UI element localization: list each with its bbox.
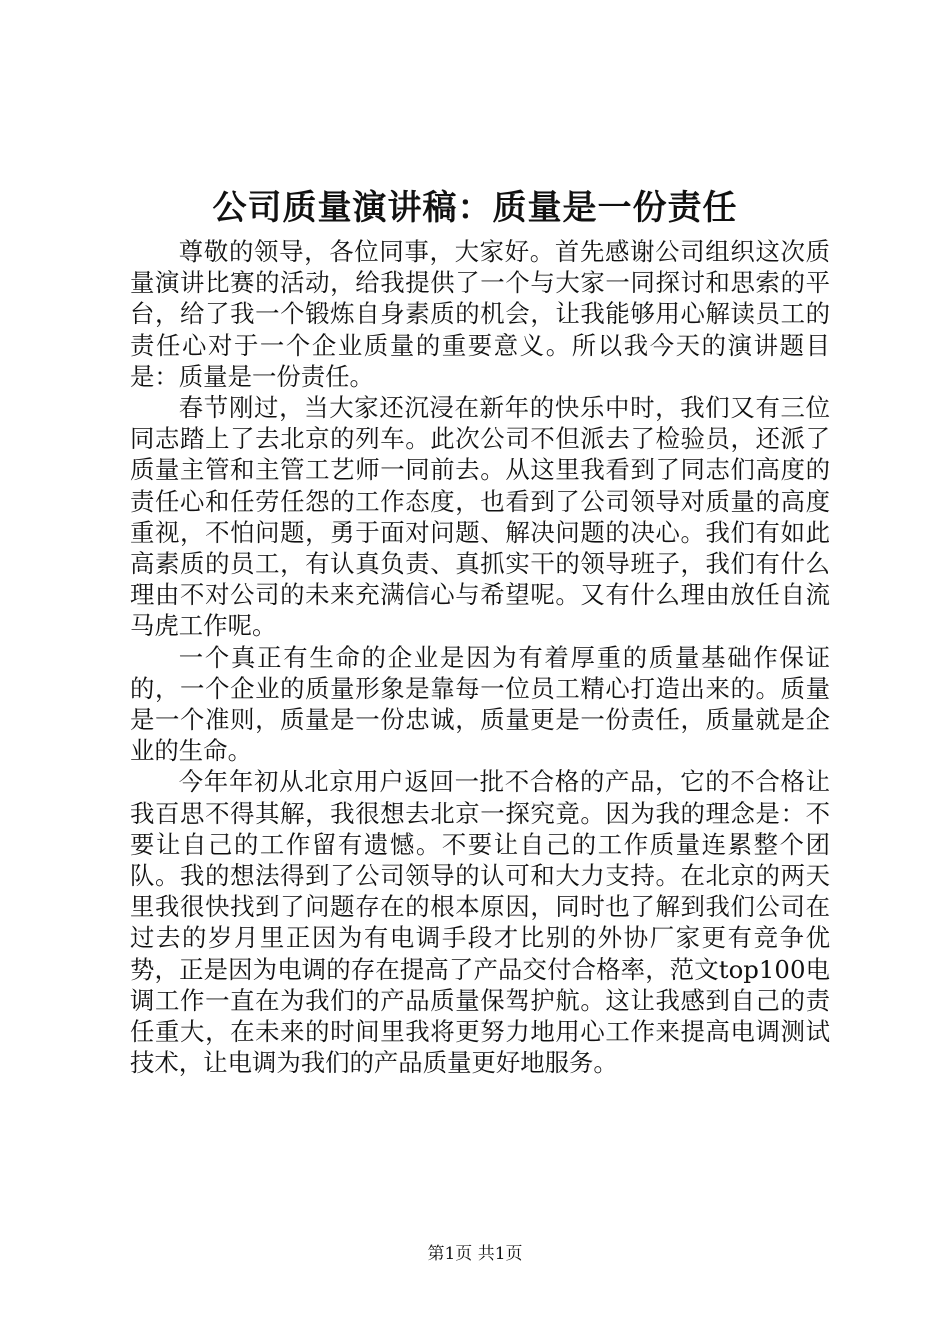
document-body bbox=[130, 236, 830, 1078]
paragraph: 一个真正有生命的企业是因为有着厚重的质量基础作保证的，一个企业的质量形象是靠每一位员工精心打造出来的。质量是一个准则，质量是一份忠诚，质量更是一份责任，质量就是企业的生命。 bbox=[130, 642, 830, 766]
paragraph: 春节刚过，当大家还沉浸在新年的快乐中时，我们又有三位同志踏上了去北京的列车。此次公司不但派去了检验员，还派了质量主管和主管工艺师一同前去。从这里我看到了同志们高度的责任心和任劳任怨的工作态度，也看到了公司领导对质量的高度重视，不怕问题，勇于面对问题、解决问题的决心。我们有如此高素质的员工，有认真负责、真抓实干的领导班子，我们有什么理由不对公司的未来充满信心与希望呢。又有什么理由放任自流马虎工作呢。 bbox=[130, 393, 830, 641]
paragraph: 尊敬的领导，各位同事，大家好。首先感谢公司组织这次质量演讲比赛的活动，给我提供了一个与大家一同探讨和思索的平台，给了我一个锻炼自身素质的机会，让我能够用心解读员工的责任心对于一个企业质量的重要意义。所以我今天的演讲题目是：质量是一份责任。 bbox=[130, 237, 830, 391]
paragraph: 今年年初从北京用户返回一批不合格的产品，它的不合格让我百思不得其解，我很想去北京一探究竟。因为我的理念是：不要让自己的工作留有遗憾。不要让自己的工作质量连累整个团队。我的想法得到了公司领导的认可和大力支持。在北京的两天里我很快找到了问题存在的根本原因，同时也了解到我们公司在过去的岁月里正因为有电调手段才比别的外协厂家更有竞争优势，正是因为电调的存在提高了产品交付合格率，范文top100电调工作一直在为我们的产品质量保驾护航。这让我感到自己的责任重大，在未来的时间里我将更努力地用心工作来提高电调测试技术，让电调为我们的产品质量更好地服务。 bbox=[130, 767, 830, 1078]
page-footer: 第1页 共1页 bbox=[427, 1244, 523, 1264]
document-title: 公司质量演讲稿：质量是一份责任 bbox=[212, 188, 738, 228]
